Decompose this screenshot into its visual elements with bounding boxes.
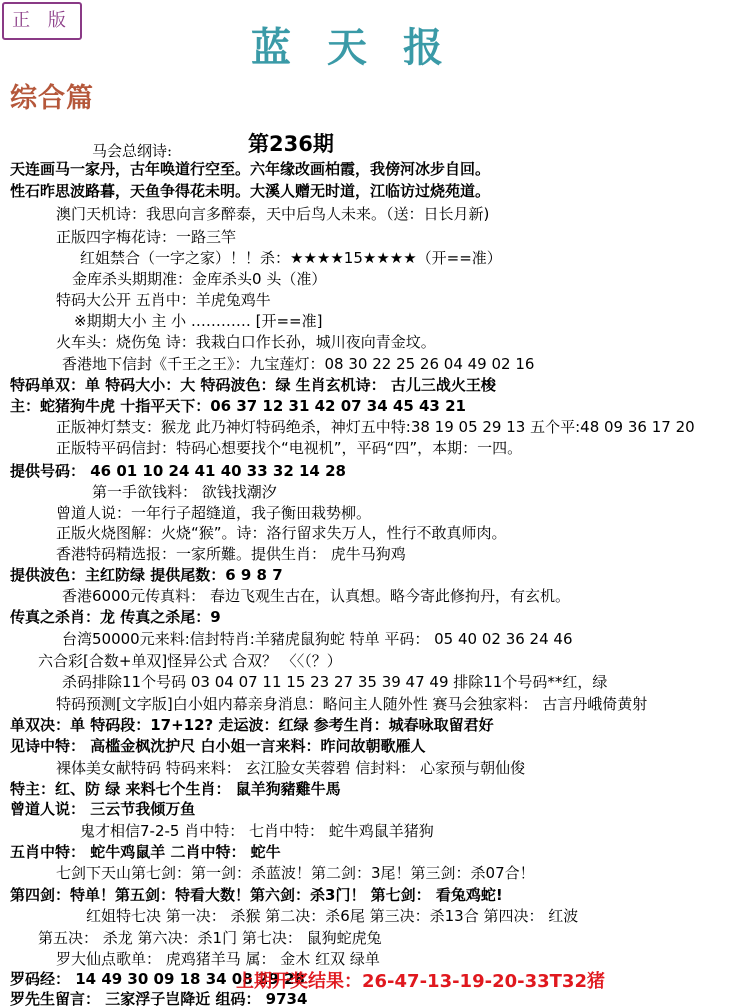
text-line-24: 台湾50000元来料:信封特肖:羊豬虎鼠狗蛇 特单 平码： 05 40 02 36 24 46 (62, 630, 573, 648)
text-line-36: 第四剑：特单！第五剑：特看大数！第六剑：杀3门！ 第七剑： 看兔鸡蛇! (10, 886, 503, 904)
text-line-18: 曾道人说：一年行子超缝道，我子衡田栽势柳。 (56, 504, 372, 522)
text-line-41: 罗先生留言： 三家浮子岂降近 组码： 9734 (10, 990, 308, 1008)
text-line-21: 提供波色：主红防绿 提供尾数：6 9 8 7 (10, 566, 283, 584)
issue-number: 第236期 (248, 132, 334, 156)
last-draw-result: 上期开奖结果：26-47-13-19-20-33T32猪 (236, 971, 605, 992)
text-line-38: 第五决： 杀龙 第六决：杀1门 第七决： 鼠狗蛇虎兔 (38, 929, 382, 947)
text-line-34: 五肖中特： 蛇牛鸡鼠羊 二肖中特： 蛇牛 (10, 843, 281, 861)
text-line-13: 主：蛇猪狗牛虎 十指平天下：06 37 12 31 42 07 34 45 43 21 (10, 397, 466, 415)
text-line-6: 红姐禁合（一字之家）！！杀：★★★★15★★★★（开==准） (80, 249, 502, 267)
text-line-9: ※期期大小 主 小 ………… [开==准] (74, 312, 323, 330)
text-line-7: 金库杀头期期准：金库杀头0 头（准） (72, 270, 327, 288)
text-line-19: 正版火烧图解：火烧“猴”。诗：洛行留求失万人，性行不敢真师肉。 (56, 524, 507, 542)
text-line-37: 红姐特七决 第一决： 杀猴 第二决：杀6尾 第三决：杀13合 第四决： 红波 (86, 907, 579, 925)
text-line-11: 香港地下信封《千王之王》：九宝莲灯：08 30 22 25 26 04 49 02 16 (62, 355, 535, 373)
text-line-20: 香港特码精选报：一家所難。提供生肖： 虎牛马狗鸡 (56, 545, 406, 563)
text-line-10: 火车头：烧伤兔 诗：我栽白口作长孙，城川夜向青金坟。 (56, 333, 436, 351)
text-line-16: 提供号码： 46 01 10 24 41 40 33 32 14 28 (10, 462, 346, 480)
text-line-12: 特码单双：单 特码大小：大 特码波色：绿 生肖玄机诗： 古儿三战火王梭 (10, 376, 496, 394)
text-line-15: 正版特平码信封：特码心想要找个“电视机”，平码“四”，本期：一四。 (56, 439, 523, 457)
text-line-17: 第一手欲钱料： 欲钱找潮汐 (92, 483, 277, 501)
text-line-14: 正版神灯禁支：猴龙 此乃神灯特码绝杀，神灯五中特:38 19 05 29 13 五个平:48 09 36 17 20 (56, 418, 695, 436)
genuine-stamp: 正 版 (2, 2, 82, 40)
text-line-1: 马会总纲诗: (92, 142, 173, 160)
text-line-35: 七剑下天山第七剑：第一剑：杀蓝波！第二剑：3尾！第三剑：杀07合！ (56, 864, 535, 882)
text-line-32: 曾道人说： 三云节我倾万鱼 (10, 800, 196, 818)
text-line-39: 罗大仙点歌单： 虎鸡猪羊马 属： 金木 红双 绿单 (56, 950, 380, 968)
text-line-33: 鬼才相信7-2-5 肖中特： 七肖中特： 蛇牛鸡鼠羊猪狗 (80, 822, 434, 840)
text-line-8: 特码大公开 五肖中：羊虎兔鸡牛 (56, 291, 271, 309)
section-title: 综合篇 (10, 83, 94, 114)
text-line-30: 裸体美女献特码 特码来料： 玄江脸女芙蓉碧 信封料： 心家预与朝仙俊 (56, 759, 526, 777)
text-line-3: 性石昨思波路暮，天鱼争得花未明。大溪人赠无时道，江临访过烧苑道。 (10, 182, 491, 200)
masthead-title: 蓝天报 (251, 24, 479, 71)
text-line-40: 罗码经： 14 49 30 09 18 34 08 29 28 (10, 970, 305, 988)
text-line-23: 传真之杀肖：龙 传真之杀尾：9 (10, 608, 221, 626)
text-line-27: 特码预测[文字版]白小姐内幕亲身消息：略问主人随外性 赛马会独家料： 古言丹峨倚黄射 (56, 695, 648, 713)
text-line-25: 六合彩[合数+单双]怪异公式 合双？ 〈〈（？） (38, 652, 342, 670)
text-line-28: 单双决：单 特码段：17+12? 走运波：红绿 参考生肖：城春咏取留君好 (10, 716, 494, 734)
text-line-5: 正版四字梅花诗：一路三竿 (56, 228, 237, 246)
text-line-26: 杀码排除11个号码 03 04 07 11 15 23 27 35 39 47 49 排除11个号码**红，绿 (62, 673, 608, 691)
text-line-2: 天连画马一家丹，古年唤道行空至。六年缘改画柏霞，我傍河冰步自回。 (10, 160, 491, 178)
text-line-31: 特主：红、防 绿 来料七个生肖： 鼠羊狗豬雞牛馬 (10, 780, 341, 798)
text-line-29: 见诗中特： 高槛金枫沈护尺 白小姐一言来料：昨问故朝歌雁人 (10, 737, 426, 755)
text-line-22: 香港6000元传真料： 春边飞观生古在，认真想。略今寄此修拘丹，有玄机。 (62, 587, 570, 605)
text-line-4: 澳门天机诗：我思向言多醉泰，天中后鸟人未来。（送：日长月新) (56, 205, 490, 223)
